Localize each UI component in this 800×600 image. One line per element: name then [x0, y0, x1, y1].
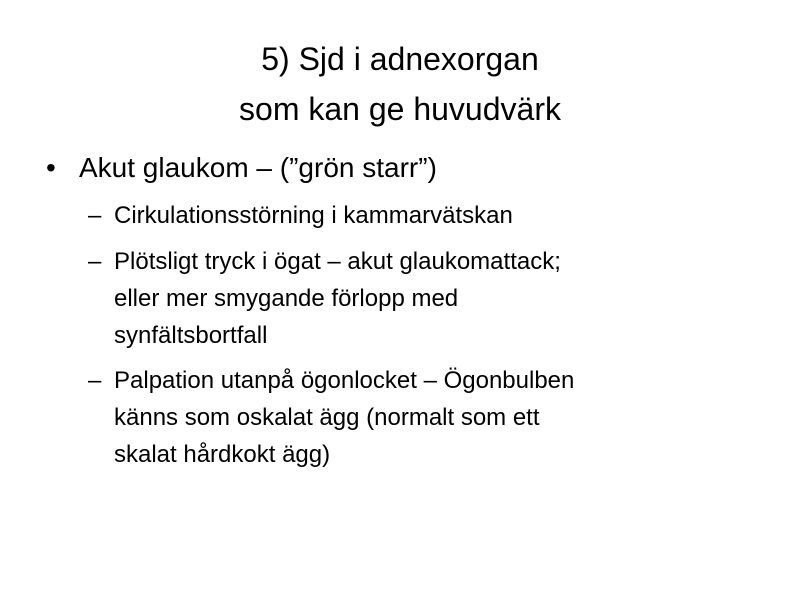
bullet-text: Akut glaukom – (”grön starr”): [79, 152, 437, 183]
sub-bullet-marker: –: [88, 367, 102, 394]
sub-bullet-text: [114, 362, 724, 473]
sub-bullet-line: skalat hårdkokt ägg): [114, 441, 331, 468]
sub-bullet-line: Plötsligt tryck i ögat – akut glaukomattack;: [114, 248, 561, 275]
sub-bullet-line: synfältsbortfall: [114, 322, 268, 349]
sub-bullet-text: [114, 197, 724, 234]
slide-title-line-1: 5) Sjd i adnexorgan: [261, 41, 539, 77]
slide-title-line-2: som kan ge huvudvärk: [239, 91, 561, 127]
sub-bullet-marker: –: [88, 202, 102, 229]
sub-bullet-marker: –: [88, 248, 102, 275]
bullet-marker: •: [46, 152, 56, 183]
sub-bullet-line: Palpation utanpå ögonlocket – Ögonbulben: [114, 367, 575, 394]
sub-bullet-line: känns som oskalat ägg (normalt som ett: [114, 404, 540, 431]
sub-bullet-text: [114, 243, 724, 354]
sub-bullet-line: Cirkulationsstörning i kammarvätskan: [114, 202, 513, 229]
sub-bullet-line: eller mer smygande förlopp med: [114, 285, 459, 312]
